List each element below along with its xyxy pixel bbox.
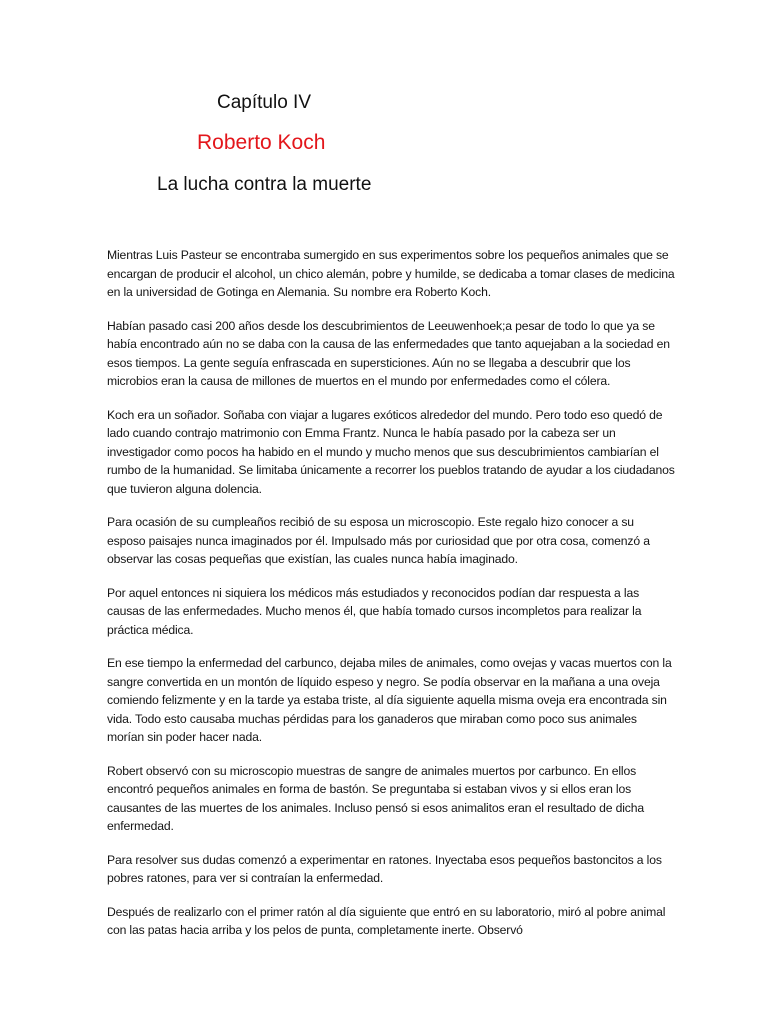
paragraph: Mientras Luis Pasteur se encontraba sumergido en sus experimentos sobre los pequeños animales que se encargan de producir el alcohol, un chico alemán, pobre y humilde, se dedicaba a tomar clases de medicina en la universidad de Gotinga en Alemania. Su nombre era Roberto Koch. [107,248,675,299]
paragraph: En ese tiempo la enfermedad del carbunco, dejaba miles de animales, como ovejas y vacas muertos con la sangre convertida en un montón de líquido espeso y negro. Se podía observar en la mañana a una oveja comiendo felizmente y en la tarde ya estaba triste, al día siguiente aquella misma oveja era encontrada sin vida. Todo esto causaba muchas pérdidas para los ganaderos que miraban como poco sus animales morían sin poder hacer nada. [107,656,672,744]
chapter-heading: Capítulo IV [217,92,311,113]
paragraph: Robert observó con su microscopio muestras de sangre de animales muertos por carbunco. En ellos encontró pequeños animales en forma de bastón. Se preguntaba si estaban vivos y si ellos eran los causantes de las muertes de los animales. Incluso pensó si esos animalitos eran el resultado de dicha enfermedad. [107,763,644,833]
paragraph: Koch era un soñador. Soñaba con viajar a lugares exóticos alrededor del mundo. Pero todo eso quedó de lado cuando contrajo matrimonio con Emma Frantz. Nunca le había pasado por la cabeza ser un investigador como pocos ha habido en el mundo y mucho menos que sus descubrimientos cambiarían el rumbo de la humanidad. Se limitaba únicamente a recorrer los pueblos tratando de ayudar a los ciudadanos que tuvieron alguna dolencia. [107,407,675,496]
chapter-subtitle: La lucha contra la muerte [157,174,372,195]
paragraph: Después de realizarlo con el primer ratón al día siguiente que entró en su laboratorio, miró al pobre animal con las patas hacia arriba y los pelos de punta, completamente inerte. Observó [107,904,666,937]
paragraph: Por aquel entonces ni siquiera los médicos más estudiados y reconocidos podían dar respuesta a las causas de las enfermedades. Mucho menos él, que había tomado cursos incompletos para realizar la práctica médica. [107,585,642,637]
chapter-name: Roberto Koch [197,131,326,154]
paragraph: Habían pasado casi 200 años desde los descubrimientos de Leeuwenhoek;a pesar de todo lo que ya se había encontrado aún no se daba con la causa de las enfermedades que tanto aquejaban a la sociedad en esos tiempos. La gente seguía enfrascada en supersticiones. Aún no se llegaba a descubrir que los microbios eran la causa de millones de muertos en el mundo por enfermedades como el cólera. [107,318,670,388]
paragraph: Para ocasión de su cumpleaños recibió de su esposa un microscopio. Este regalo hizo conocer a su esposo paisajes nunca imaginados por él. Impulsado más por curiosidad que por otra cosa, comenzó a observar las cosas pequeñas que existían, las cuales nunca había imaginado. [107,515,650,566]
body-text [107,246,675,955]
paragraph: Para resolver sus dudas comenzó a experimentar en ratones. Inyectaba esos pequeños bastoncitos a los pobres ratones, para ver si contraían la enfermedad. [107,852,662,885]
